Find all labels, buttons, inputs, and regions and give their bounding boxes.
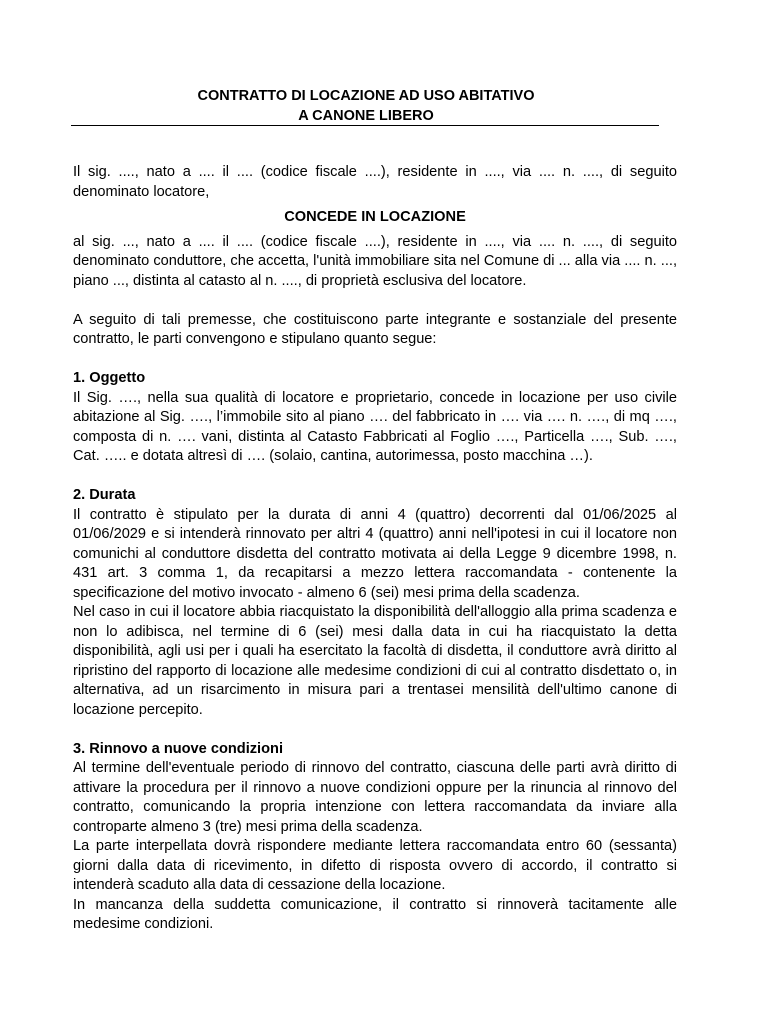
document-title [73,86,659,126]
section-paragraph: Il contratto è stipulato per la durata di anni 4 (quattro) decorrenti dal 01/06/2025 al 01/06/2029 e si intenderà rinnovato per altri 4 (quattro) anni nell'ipotesi in cui il locatore non comunichi al conduttore disdetta del contratto motivata ai della Legge 9 dicembre 1998, n. 431 art. 3 comma 1, da recapitarsi a mezzo lettera raccomandata - contenente la specificazione del motivo invocato - almeno 6 (sei) mesi prima della scadenza. [73,506,677,601]
spacer [73,467,677,487]
section-paragraph: Nel caso in cui il locatore abbia riacquistato la disponibilità dell'alloggio alla prima scadenza e non lo adibisca, nel termine di 6 (sei) mesi dalla data in cui ha riacquistato la detta disponibilità, agli usi per i quali ha esercitato la facoltà di disdetta, il conduttore avrà diritto al ripristino del rapporto di locazione alle medesime condizioni di cui al contratto disdettato o, in alternativa, ad un risarcimento in misura pari a trentasei mensilità dell'ultimo canone di locazione percepito. [73,604,677,718]
title-line-1: CONTRATTO DI LOCAZIONE AD USO ABITATIVO [197,88,535,104]
locatore-paragraph: Il sig. ...., nato a .... il .... (codice fiscale ....), residente in ...., via .... n. ...., di seguito denominato locatore, [73,164,677,200]
spacer [73,291,677,311]
section-paragraph: Il Sig. …., nella sua qualità di locatore e proprietario, concede in locazione per uso civile abitazione al Sig. …., l’immobile sito al piano …. del fabbricato in …. via …. n. …., di mq …., composta di n. …. vani, distinta al Catasto Fabbricati al Foglio …., Particella …., Sub. …., Cat. ….. e dotata altresì di …. (solaio, cantina, autorimessa, posto macchina …). [73,389,677,464]
premesse-paragraph: A seguito di tali premesse, che costituiscono parte integrante e sostanziale del presente contratto, le parti convengono e stipulano quanto segue: [73,311,677,347]
section-paragraph: La parte interpellata dovrà rispondere mediante lettera raccomandata entro 60 (sessanta) giorni dalla data di ricevimento, in difetto di risposta ovvero di accordo, il contratto si intenderà scaduto alla data di cessazione della locazione. [73,838,677,893]
title-divider [71,125,659,126]
section-heading-durata: 2. Durata [73,487,136,503]
section-heading-oggetto: 1. Oggetto [73,370,146,386]
conduttore-paragraph: al sig. ..., nato a .... il .... (codice fiscale ....), residente in ...., via .... n. ...., di seguito denominato conduttore, che accetta, l'unità immobiliare sita nel Comune di ... alla via .... n. ..., piano ..., distinta al catasto al n. ...., di proprietà esclusiva del locatore. [73,233,677,289]
title-line-2: A CANONE LIBERO [298,108,434,124]
spacer [73,350,677,370]
section-paragraph: In mancanza della suddetta comunicazione, il contratto si rinnoverà tacitamente alle medesime condizioni. [73,896,677,932]
spacer [73,720,677,740]
section-heading-rinnovo: 3. Rinnovo a nuove condizioni [73,740,283,757]
section-paragraph: Al termine dell'eventuale periodo di rinnovo del contratto, ciascuna delle parti avrà diritto di attivare la procedura per il rinnovo a nuove condizioni oppure per la rinuncia al rinnovo del contratto, comunicando la propria intenzione con lettera raccomandata da inviare alla controparte almeno 3 (tre) mesi prima della scadenza. [73,760,677,835]
concede-heading: CONCEDE IN LOCAZIONE [284,209,466,225]
document-body [73,163,677,935]
